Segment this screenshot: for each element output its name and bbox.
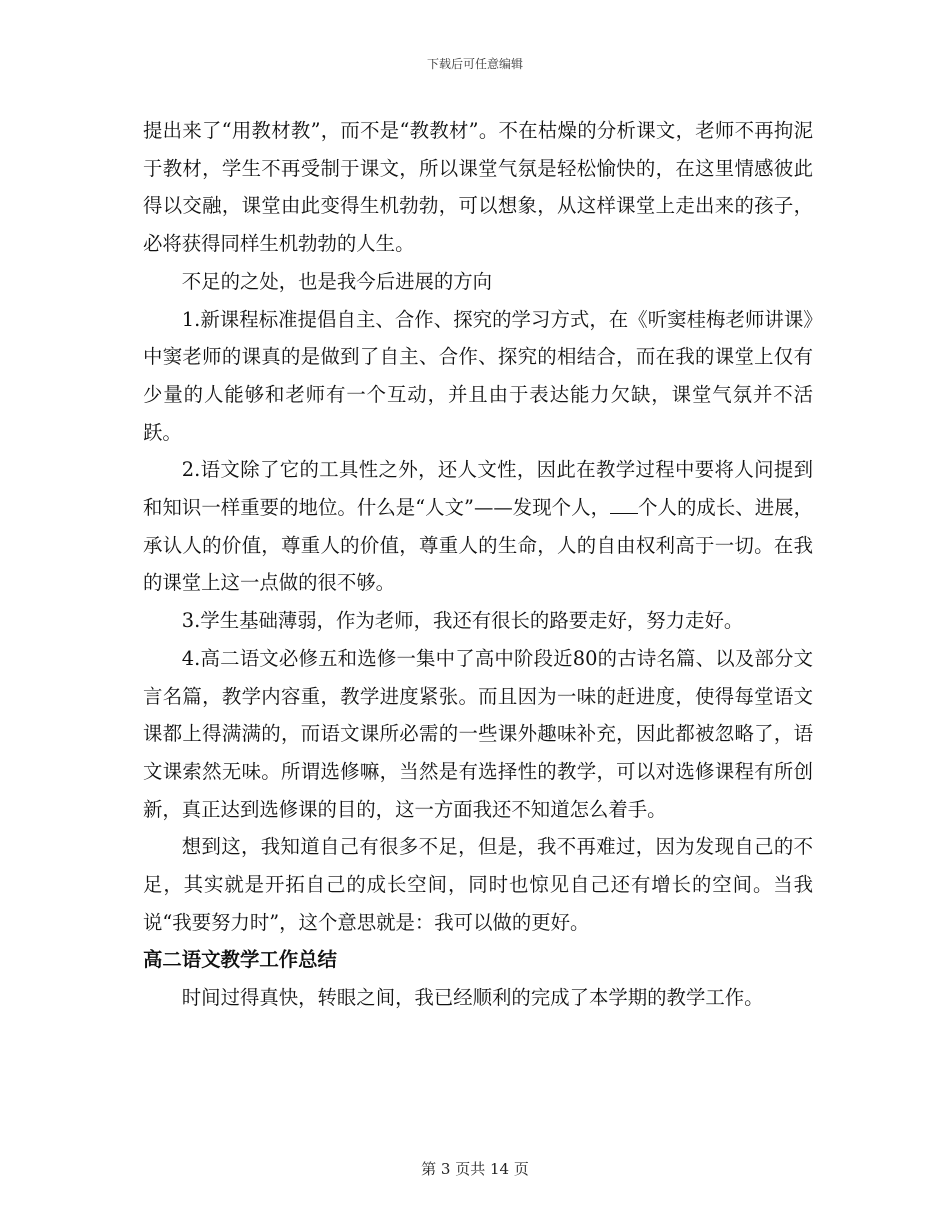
paragraph-conclusion: 想到这，我知道自己有很多不足，但是，我不再难过，因为发现自己的不足，其实就是开拓自己的成长空间，同时也惊见自己还有增长的空间。当我说“我要努力时”，这个意思就是：我可以做的更好。: [143, 835, 813, 934]
paragraph-intro: 时间过得真快，转眼之间，我已经顺利的完成了本学期的教学工作。: [181, 986, 764, 1010]
paragraph-section-heading: 不足的之处，也是我今后进展的方向: [181, 269, 493, 293]
paragraph-item-3: 3.学生基础薄弱，作为老师，我还有很长的路要走好，努力走好。: [181, 609, 744, 633]
page-header: 下载后可任意编辑: [426, 57, 523, 71]
paragraph-item-1: 1.新课程标准提倡自主、合作、探究的学习方式，在《听窦桂梅老师讲课》中窦老师的课真的是做到了自主、合作、探究的相结合，而在我的课堂上仅有少量的人能够和老师有一个互动，并且由于表达能力欠缺，课堂气氛并不活跃。: [143, 307, 813, 444]
paragraph-item-2: [143, 451, 813, 602]
document-body: [143, 112, 813, 1017]
blank-underline: [610, 492, 638, 514]
section-title: 高二语文教学工作总结: [143, 948, 337, 972]
paragraph-item-2-part-b: 个人的成长、进展，承认人的价值，尊重人的价值，尊重人的生命，人的自由权利高于一切。在我的课堂上这一点做的很不够。: [143, 496, 814, 595]
paragraph-continuation: 提出来了“用教材教”，而不是“教教材”。不在枯燥的分析课文，老师不再拘泥于教材，学生不再受制于课文，所以课堂气氛是轻松愉快的，在这里情感彼此得以交融，课堂由此变得生机勃勃，可以想象，从这样课堂上走出来的孩子，必将获得同样生机勃勃的人生。: [143, 119, 813, 256]
page-footer: 第 3 页共 14 页: [421, 1160, 529, 1178]
paragraph-item-4: 4.高二语文必修五和选修一集中了高中阶段近80的古诗名篇、以及部分文言名篇，教学内容重，教学进度紧张。而且因为一味的赶进度，使得每堂语文课都上得满满的，而语文课所必需的一些课外趣味补充，因此都被忽略了，语文课索然无味。所谓选修嘛，当然是有选择性的教学，可以对选修课程有所创新，真正达到选修课的目的，这一方面我还不知道怎么着手。: [143, 646, 813, 821]
paragraph-item-2-part-a: 2.语文除了它的工具性之外，还人文性，因此在教学过程中要将人问提到和知识一样重要的地位。什么是“人文”——发现个人，: [143, 458, 813, 520]
